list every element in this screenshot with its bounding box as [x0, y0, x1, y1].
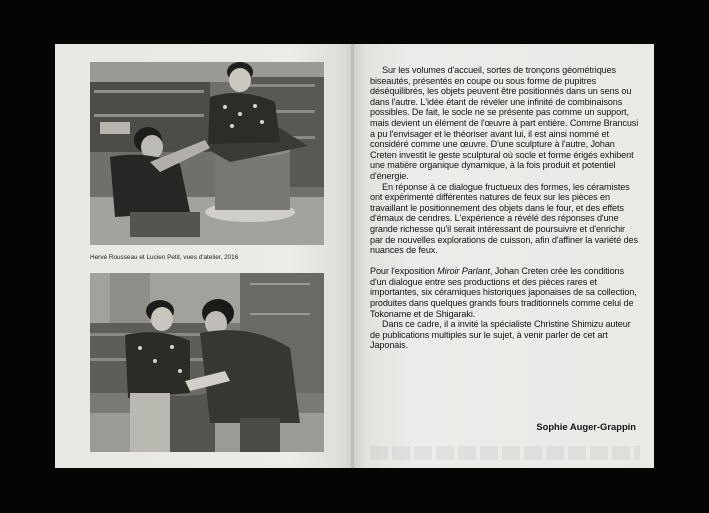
- right-page: [354, 44, 654, 468]
- essay-paragraph-2: En réponse à ce dialogue fructueux des formes, les céramistes ont expérimenté différentes natures de feux sur les pièces en travaillant le positionnement des objets dans le four, et des effets d'émaux de cendres. L'expérience a révélé des réponses d'une grande richesse qu'il serait intéressant de poursuivre et d'enrichir par de nouvelles explorations de cuisson, afin d'affiner la variété des nuances de feux.: [370, 181, 638, 256]
- essay-paragraph-3: [370, 266, 640, 319]
- essay-paragraph-1: Sur les volumes d'accueil, sortes de tronçons géométriques biseautés, présentés en coupe ou sous forme de pupitres déséquilibrés, les objets peuvent être positionnés dans un sens ou dans l'autre. L'idée étant de révéler une infinité de combinaisons possibles. De fait, le socle ne se présente pas comme un support, mais devient un élément de l'œuvre à part entière. Comme Brancusi a pu l'envisager et le théoriser avant lui, il est ainsi nommé et considéré comme une œuvre. D'une sculpture à l'autre, Johan Creten investit le geste sculptural où socle et forme érigés exhibent une matière organique dynamique, à la fois produit et potentiel d'énergie.: [370, 65, 639, 181]
- left-page: [55, 44, 352, 468]
- workshop-photo-bottom-image: [90, 273, 324, 452]
- essay-text: [370, 65, 640, 351]
- workshop-photo-top: [90, 62, 324, 245]
- show-through-text: [370, 446, 640, 460]
- essay-paragraph-3-end: , Johan Creten crée les conditions d'un dialogue entre ses productions et des pièces rares et importantes, six céramiques historiques japonaises de sa collection, produites dans quelques grands fours traditionnels comme celui de Tokoname et de Shigaraki.: [370, 266, 637, 319]
- workshop-photo-bottom: [90, 273, 324, 452]
- essay-paragraph-4: Dans ce cadre, il a invité la spécialiste Christine Shimizu auteur de publications multiples sur le sujet, à venir parler de cet art Japonais.: [370, 319, 631, 351]
- author-signature: Sophie Auger-Grappin: [536, 421, 636, 432]
- workshop-photo-top-image: [90, 62, 324, 245]
- essay-paragraph-3-start: Pour l'exposition: [370, 266, 438, 277]
- exhibition-title: Miroir Parlant: [437, 266, 490, 277]
- photo-caption: Hervé Rousseau et Lucien Petit, vues d'atelier, 2016: [90, 254, 239, 261]
